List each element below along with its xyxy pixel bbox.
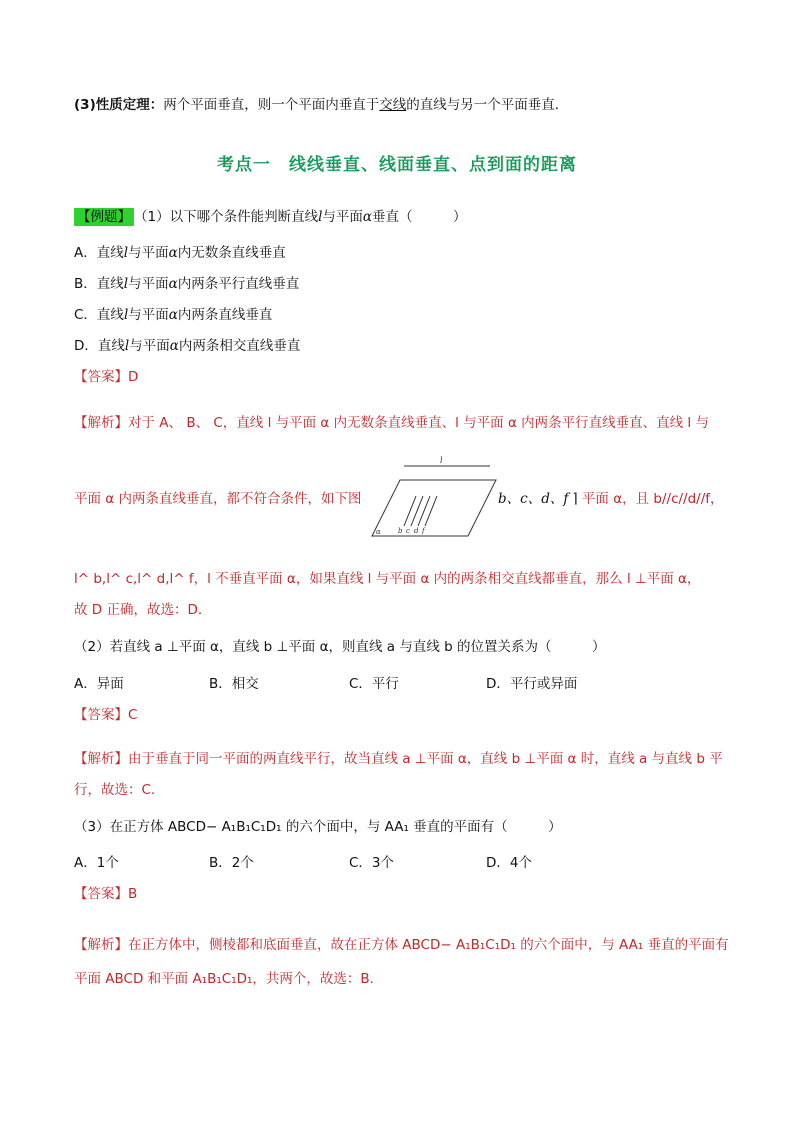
q1-analysis-line4 <box>74 601 202 619</box>
q3-option-c: C．3个 <box>349 855 395 871</box>
opt-prefix: D．直线 <box>74 338 125 354</box>
analysis-text: 由于垂直于同一平面的两直线平行，故当直线 a ⊥平面 α，直线 b ⊥平面 α 时，直线 a 与直线 b 平 <box>128 751 723 767</box>
theorem-line <box>74 96 568 114</box>
opt-alpha: α <box>168 307 178 323</box>
opt-rest: 内两条相交直线垂直 <box>178 338 301 354</box>
q2-option-c: C．平行 <box>349 676 399 692</box>
q3-option-a: A．1个 <box>74 855 119 871</box>
q2-option-b: B．相交 <box>209 676 259 692</box>
q1-stem <box>74 208 467 226</box>
opt-mid: 与平面 <box>129 338 170 354</box>
opt-rest: 内两条平行直线垂直 <box>177 276 300 292</box>
opt-var: l <box>123 307 129 323</box>
opt-alpha: α <box>169 338 179 354</box>
opt-prefix: A．直线 <box>74 245 124 261</box>
q1-analysis-line1 <box>74 414 709 432</box>
analysis-text: 对于 A、 B、 C，直线 l 与平面 α 内无数条直线垂直、l 与平面 α 内两条平行直线垂直、直线 l 与 <box>128 415 709 431</box>
q3-analysis-line1 <box>74 936 729 954</box>
theorem-label: (3)性质定理： <box>74 97 164 113</box>
q3-answer <box>74 885 137 903</box>
analysis-text: 行，故选：C. <box>74 782 156 798</box>
label-c: c <box>406 527 410 535</box>
theorem-underlined: 交线 <box>379 97 407 113</box>
q2-option-a: A．异面 <box>74 676 124 692</box>
analysis-text: 平面 ABCD 和平面 A₁B₁C₁D₁，共两个，故选：B. <box>74 971 374 987</box>
q3-option-d: D．4个 <box>486 855 532 871</box>
q3-stem-text: （3）在正方体 ABCD− A₁B₁C₁D₁ 的六个面中，与 AA₁ 垂直的平面有（ ） <box>74 819 562 835</box>
q2-answer <box>74 706 137 724</box>
var-alpha: α <box>362 209 373 225</box>
opt-prefix: B．直线 <box>74 276 124 292</box>
analysis-text: 故 D 正确，故选：D. <box>74 602 203 618</box>
analysis-text: 在正方体中，侧棱都和底面垂直，故在正方体 ABCD− A₁B₁C₁D₁ 的六个面中，与 AA₁ 垂直的平面有 <box>128 937 729 953</box>
analysis-label: 【解析】 <box>74 937 128 953</box>
opt-mid: 与平面 <box>128 307 169 323</box>
q1-stem-text3: 垂直（ ） <box>372 209 467 225</box>
answer-value: C <box>128 707 138 723</box>
opt-mid: 与平面 <box>128 276 169 292</box>
q1-answer <box>74 368 138 386</box>
q2-stem-text: （2）若直线 a ⊥平面 α，直线 b ⊥平面 α，则直线 a 与直线 b 的位置关系为（ ） <box>74 639 606 655</box>
line-f <box>425 496 437 526</box>
theorem-text-after: 的直线与另一个平面垂直． <box>406 97 569 113</box>
line-b <box>404 496 416 526</box>
q1-stem-text2: 与平面 <box>322 209 363 225</box>
line-d <box>418 496 430 526</box>
q1-option-c <box>74 306 272 324</box>
opt-mid: 与平面 <box>128 245 169 261</box>
opt-var: l <box>123 245 129 261</box>
q2-option-d: D．平行或异面 <box>486 676 578 692</box>
q1-analysis-line2-right <box>498 490 724 508</box>
opt-var: l <box>124 338 130 354</box>
opt-rest: 内两条直线垂直 <box>177 307 273 323</box>
q1-analysis-line3 <box>74 570 700 588</box>
label-f: f <box>422 527 425 535</box>
line-c <box>411 496 423 526</box>
answer-value: D <box>128 369 139 385</box>
q1-analysis-line2-left <box>74 490 361 508</box>
opt-prefix: C．直线 <box>74 307 124 323</box>
analysis-vars: b、c、d、f <box>498 491 569 507</box>
plane-alpha <box>372 480 496 536</box>
answer-label: 【答案】 <box>74 886 128 902</box>
analysis-text: l^ b,l^ c,l^ d,l^ f，l 不垂直平面 α，如果直线 l 与平面 α 内的两条相交直线都垂直，那么 l ⊥平面 α， <box>74 571 701 587</box>
answer-label: 【答案】 <box>74 369 128 385</box>
q3-stem <box>74 818 562 836</box>
q1-stem-text: （1）以下哪个条件能判断直线 <box>134 209 319 225</box>
label-l: l <box>440 456 443 465</box>
q1-option-a <box>74 244 286 262</box>
q3-analysis-line2 <box>74 970 374 988</box>
label-d: d <box>414 527 419 535</box>
analysis-label: 【解析】 <box>74 415 128 431</box>
q2-stem <box>74 638 606 656</box>
opt-rest: 内无数条直线垂直 <box>177 245 286 261</box>
plane-figure <box>370 452 498 542</box>
q1-option-b <box>74 275 299 293</box>
subset-symbol: ⌉ <box>572 491 578 507</box>
label-alpha: α <box>376 528 381 536</box>
q2-analysis-line2 <box>74 781 155 799</box>
q2-analysis-line1 <box>74 750 723 768</box>
theorem-text-before: 两个平面垂直，则一个平面内垂直于 <box>163 97 380 113</box>
answer-label: 【答案】 <box>74 707 128 723</box>
example-tag: 【例题】 <box>74 208 134 226</box>
opt-var: l <box>123 276 129 292</box>
section-heading: 考点一 线线垂直、线面垂直、点到面的距离 <box>217 155 577 175</box>
analysis-text: 平面 α 内两条直线垂直，都不符合条件，如下图 <box>74 491 362 507</box>
opt-alpha: α <box>168 276 178 292</box>
var-l: l <box>318 209 323 225</box>
analysis-text: 平面 α，且 b//c//d//f， <box>581 491 724 507</box>
q1-option-d <box>74 337 300 355</box>
label-b: b <box>398 527 403 535</box>
answer-value: B <box>128 886 138 902</box>
analysis-label: 【解析】 <box>74 751 128 767</box>
q3-option-b: B．2个 <box>209 855 254 871</box>
opt-alpha: α <box>168 245 178 261</box>
